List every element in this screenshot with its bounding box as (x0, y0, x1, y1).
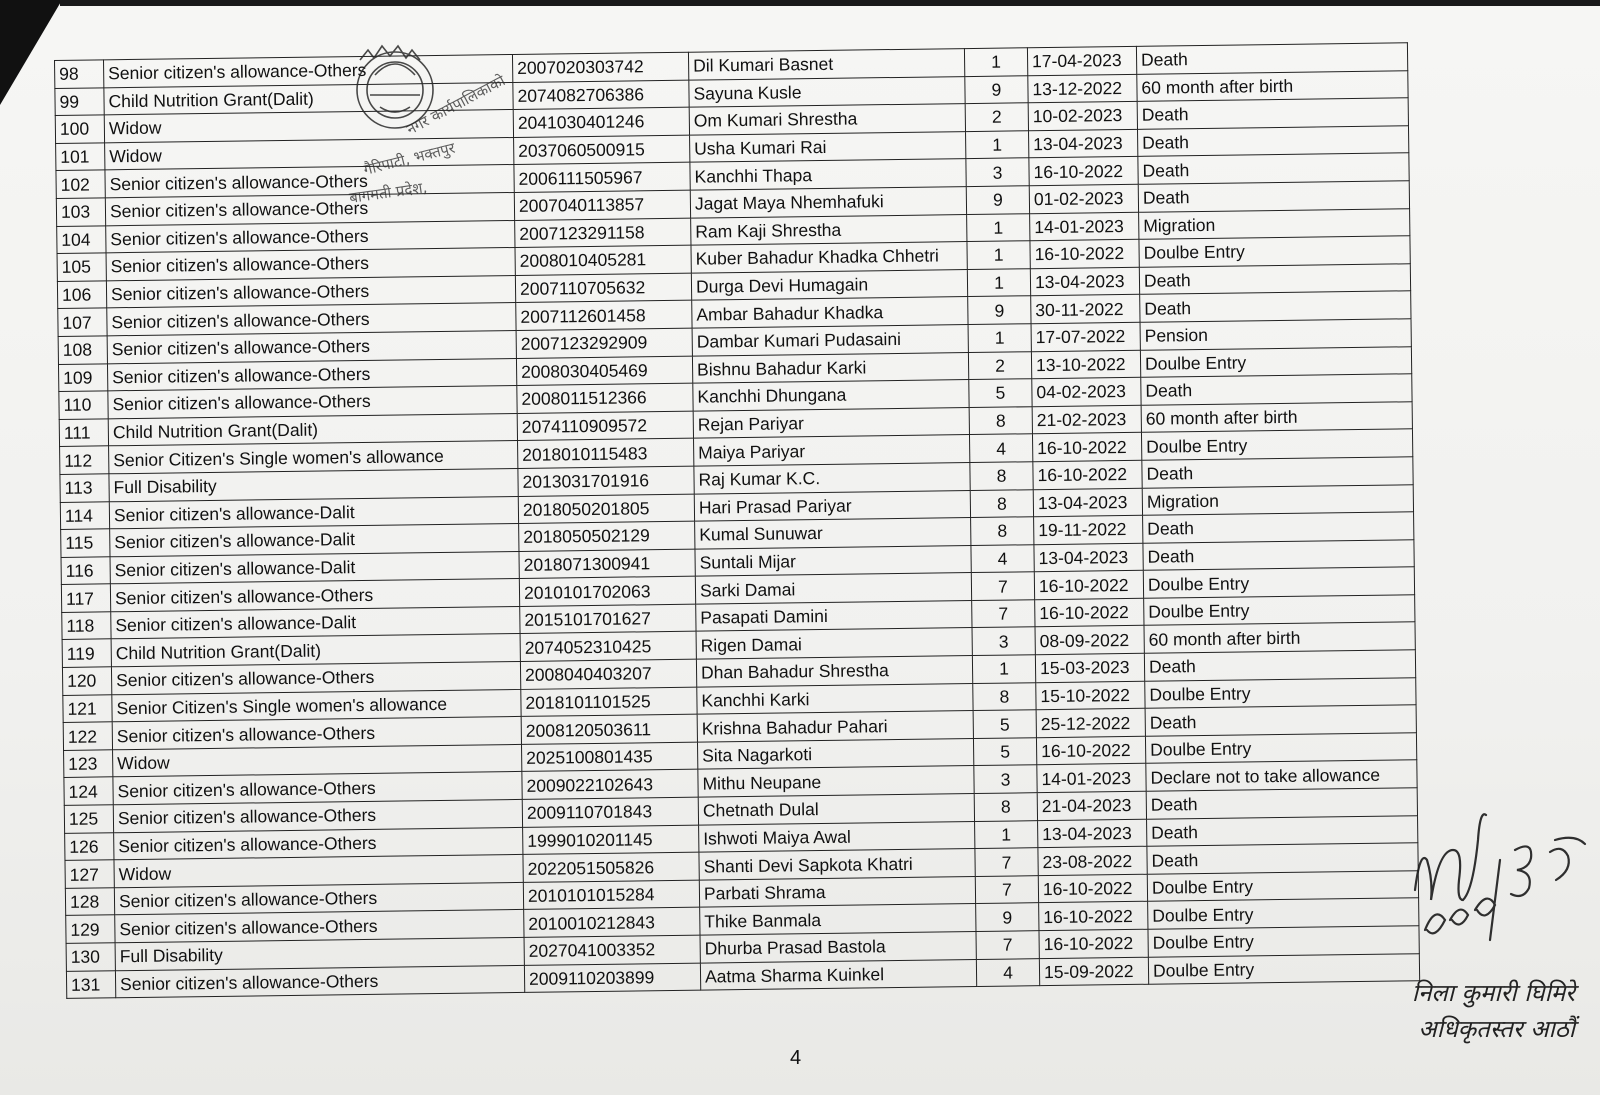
beneficiary-id-cell: 2018101101525 (521, 687, 697, 717)
program-cell: Senior citizen's allowance-Others (107, 303, 516, 336)
program-cell: Widow (104, 110, 513, 143)
date-cell: 16-10-2022 (1030, 239, 1139, 268)
beneficiary-name-cell: Raj Kumar K.C. (694, 462, 970, 493)
official-signature-block (1325, 975, 1575, 1047)
program-cell: Senior citizen's allowance-Dalit (109, 496, 518, 529)
beneficiary-name-cell: Rejan Pariyar (693, 407, 969, 438)
date-cell: 08-09-2022 (1035, 626, 1144, 655)
date-cell: 13-04-2023 (1034, 543, 1143, 572)
reason-cell: Pension (1140, 319, 1411, 350)
beneficiary-name-cell: Mithu Neupane (698, 766, 974, 797)
date-cell: 16-10-2022 (1039, 902, 1148, 931)
date-cell: 16-10-2022 (1039, 929, 1148, 958)
reason-cell: Death (1138, 181, 1409, 212)
row-number: 100 (55, 115, 104, 143)
beneficiary-name-cell: Pasapati Damini (696, 600, 972, 631)
beneficiary-id-cell: 2007020303742 (512, 52, 688, 82)
beneficiary-name-cell: Sita Nagarkoti (697, 738, 973, 769)
ward-cell: 7 (975, 875, 1038, 903)
program-cell: Senior citizen's allowance-Others (113, 772, 522, 805)
page-number: 4 (790, 1047, 802, 1069)
date-cell: 15-09-2022 (1039, 957, 1148, 986)
row-number: 117 (61, 584, 110, 612)
ward-cell: 1 (975, 820, 1038, 848)
date-cell: 13-04-2023 (1029, 129, 1138, 158)
ward-cell: 2 (968, 351, 1031, 379)
date-cell: 15-10-2022 (1036, 681, 1145, 710)
program-cell: Senior citizen's allowance-Others (105, 165, 514, 198)
row-number: 110 (59, 391, 108, 419)
program-cell: Senior citizen's allowance-Others (105, 192, 514, 225)
ward-cell: 4 (976, 958, 1039, 986)
row-number: 112 (60, 446, 109, 474)
beneficiary-id-cell: 2009022102643 (522, 770, 698, 800)
reason-cell: Death (1143, 539, 1414, 570)
date-cell: 16-10-2022 (1034, 571, 1143, 600)
date-cell: 23-08-2022 (1038, 846, 1147, 875)
row-number: 121 (63, 694, 112, 722)
reason-cell: Death (1138, 153, 1409, 184)
reason-cell: Death (1147, 843, 1418, 874)
ward-cell: 1 (972, 655, 1035, 683)
program-cell: Full Disability (109, 468, 518, 501)
beneficiary-id-cell: 2013031701916 (518, 466, 694, 496)
program-cell: Full Disability (115, 937, 524, 970)
row-number: 104 (57, 225, 106, 253)
program-cell: Senior citizen's allowance-Others (106, 275, 515, 308)
beneficiary-id-cell: 2009110203899 (524, 963, 700, 993)
beneficiary-id-cell: 2007123291158 (515, 218, 691, 248)
reason-cell: Doulbe Entry (1145, 677, 1416, 708)
date-cell: 13-04-2023 (1030, 267, 1139, 296)
beneficiary-name-cell: Durga Devi Humagain (691, 269, 967, 300)
row-number: 123 (64, 750, 113, 778)
ward-cell: 2 (965, 103, 1028, 131)
beneficiary-id-cell: 2007110705632 (515, 273, 691, 303)
beneficiary-id-cell: 2007040113857 (514, 190, 690, 220)
beneficiary-table-wrap (54, 42, 1420, 999)
row-number: 115 (61, 529, 110, 557)
row-number: 129 (66, 915, 115, 943)
beneficiary-name-cell: Om Kumari Shrestha (689, 104, 965, 135)
office-stamp-seal (290, 35, 509, 210)
row-number: 107 (58, 308, 107, 336)
row-number: 98 (55, 60, 104, 88)
beneficiary-id-cell: 2009110701843 (522, 797, 698, 827)
reason-cell: Doulbe Entry (1143, 567, 1414, 598)
official-title: अधिकृतस्तर आठौं (1418, 1015, 1575, 1043)
program-cell: Senior citizen's allowance-Others (104, 54, 513, 87)
reason-cell: Death (1144, 650, 1415, 681)
date-cell: 16-10-2022 (1032, 433, 1141, 462)
beneficiary-id-cell: 2006111505967 (514, 163, 690, 193)
ward-cell: 8 (969, 406, 1032, 434)
reason-cell: Declare not to take allowance (1146, 760, 1417, 791)
program-cell: Widow (114, 855, 523, 888)
date-cell: 13-12-2022 (1028, 74, 1137, 103)
program-cell: Senior citizen's allowance-Others (106, 220, 515, 253)
reason-cell: Death (1136, 43, 1407, 74)
reason-cell: Death (1146, 788, 1417, 819)
reason-cell: Doulbe Entry (1148, 926, 1419, 957)
beneficiary-id-cell: 2074082706386 (513, 80, 689, 110)
ward-cell: 5 (973, 710, 1036, 738)
row-number: 114 (60, 501, 109, 529)
program-cell: Senior citizen's allowance-Others (108, 386, 517, 419)
reason-cell: Doulbe Entry (1148, 953, 1419, 984)
beneficiary-id-cell: 2018050502129 (519, 521, 695, 551)
ward-cell: 5 (973, 738, 1036, 766)
ward-cell: 1 (966, 131, 1029, 159)
date-cell: 25-12-2022 (1036, 709, 1145, 738)
program-cell: Senior citizen's allowance-Others (115, 910, 524, 943)
beneficiary-id-cell: 2007123292909 (516, 328, 692, 358)
scan-corner-shadow (0, 0, 62, 105)
reason-cell: Doulbe Entry (1148, 898, 1419, 929)
row-number: 128 (65, 888, 114, 916)
official-name: निला कुमारी घिमिरे (1411, 979, 1575, 1007)
date-cell: 15-03-2023 (1035, 653, 1144, 682)
beneficiary-name-cell: Dil Kumari Basnet (688, 49, 964, 80)
beneficiary-name-cell: Sarki Damai (695, 573, 971, 604)
beneficiary-id-cell: 2074052310425 (520, 632, 696, 662)
beneficiary-id-cell: 2018010115483 (518, 438, 694, 468)
handwritten-signature (1405, 780, 1595, 950)
reason-cell: Doulbe Entry (1139, 236, 1410, 267)
ward-cell: 7 (971, 572, 1034, 600)
beneficiary-name-cell: Jagat Maya Nhemhafuki (690, 187, 966, 218)
svg-text:नगर कार्यपालिकाको: नगर कार्यपालिकाको (403, 71, 509, 139)
row-number: 119 (62, 639, 111, 667)
date-cell: 04-02-2023 (1032, 377, 1141, 406)
date-cell: 14-01-2023 (1037, 764, 1146, 793)
program-cell: Widow (113, 744, 522, 777)
beneficiary-id-cell: 2015101701627 (520, 604, 696, 634)
ward-cell: 8 (971, 517, 1034, 545)
reason-cell: Death (1145, 705, 1416, 736)
ward-cell: 8 (974, 793, 1037, 821)
beneficiary-id-cell: 2010101015284 (523, 880, 699, 910)
ward-cell: 3 (974, 765, 1037, 793)
row-number: 124 (64, 777, 113, 805)
date-cell: 19-11-2022 (1034, 515, 1143, 544)
date-cell: 17-04-2023 (1027, 46, 1136, 75)
ward-cell: 1 (967, 213, 1030, 241)
ward-cell: 1 (967, 268, 1030, 296)
beneficiary-name-cell: Aatma Sharma Kuinkel (700, 959, 976, 990)
reason-cell: Death (1147, 815, 1418, 846)
row-number: 113 (60, 474, 109, 502)
date-cell: 16-10-2022 (1035, 598, 1144, 627)
ward-cell: 7 (975, 848, 1038, 876)
beneficiary-name-cell: Shanti Devi Sapkota Khatri (699, 849, 975, 880)
beneficiary-id-cell: 2007112601458 (516, 301, 692, 331)
reason-cell: Doulbe Entry (1145, 733, 1416, 764)
ward-cell: 9 (965, 75, 1028, 103)
date-cell: 16-10-2022 (1029, 157, 1138, 186)
reason-cell: 60 month after birth (1141, 401, 1412, 432)
program-cell: Senior citizen's allowance-Dalit (110, 551, 519, 584)
beneficiary-name-cell: Parbati Shrama (699, 876, 975, 907)
row-number: 127 (65, 860, 114, 888)
beneficiary-name-cell: Maiya Pariyar (694, 435, 970, 466)
reason-cell: Death (1140, 291, 1411, 322)
date-cell: 16-10-2022 (1038, 874, 1147, 903)
date-cell: 16-10-2022 (1036, 736, 1145, 765)
program-cell: Child Nutrition Grant(Dalit) (111, 634, 520, 667)
row-number: 122 (63, 722, 112, 750)
reason-cell: 60 month after birth (1144, 622, 1415, 653)
program-cell: Senior Citizen's Single women's allowance (109, 441, 518, 474)
beneficiary-id-cell: 2041030401246 (513, 107, 689, 137)
beneficiary-id-cell: 1999010201145 (523, 825, 699, 855)
date-cell: 14-01-2023 (1030, 212, 1139, 241)
date-cell: 10-02-2023 (1028, 102, 1137, 131)
program-cell: Senior citizen's allowance-Others (114, 882, 523, 915)
ward-cell: 7 (976, 931, 1039, 959)
row-number: 103 (56, 198, 105, 226)
row-number: 125 (64, 805, 113, 833)
reason-cell: Death (1137, 98, 1408, 129)
date-cell: 16-10-2022 (1033, 460, 1142, 489)
beneficiary-name-cell: Ishwoti Maiya Awal (699, 821, 975, 852)
beneficiary-name-cell: Kanchhi Karki (697, 683, 973, 714)
row-number: 102 (56, 170, 105, 198)
ward-cell: 8 (970, 489, 1033, 517)
program-cell: Senior Citizen's Single women's allowance (112, 689, 521, 722)
svg-text:गैरिपाटी, भक्तपुर: गैरिपाटी, भक्तपुर (361, 138, 457, 179)
row-number: 105 (57, 253, 106, 281)
beneficiary-name-cell: Dambar Kumari Pudasaini (692, 324, 968, 355)
reason-cell: Death (1141, 374, 1412, 405)
beneficiary-id-cell: 2074110909572 (517, 411, 693, 441)
program-cell: Senior citizen's allowance-Others (112, 717, 521, 750)
date-cell: 13-04-2023 (1038, 819, 1147, 848)
beneficiary-id-cell: 2018050201805 (518, 494, 694, 524)
program-cell: Senior citizen's allowance-Others (110, 579, 519, 612)
beneficiary-name-cell: Kanchhi Dhungana (693, 380, 969, 411)
reason-cell: Doulbe Entry (1144, 595, 1415, 626)
row-number: 130 (66, 943, 115, 971)
beneficiary-name-cell: Kumal Sunuwar (695, 518, 971, 549)
ward-cell: 9 (968, 296, 1031, 324)
program-cell: Widow (105, 137, 514, 170)
svg-text:बागमती प्रदेश,: बागमती प्रदेश, (348, 178, 429, 207)
ward-cell: 1 (967, 241, 1030, 269)
program-cell: Senior citizen's allowance-Dalit (111, 606, 520, 639)
ward-cell: 9 (976, 903, 1039, 931)
ward-cell: 4 (971, 544, 1034, 572)
date-cell: 01-02-2023 (1029, 184, 1138, 213)
row-number: 126 (65, 832, 114, 860)
program-cell: Senior citizen's allowance-Dalit (110, 524, 519, 557)
reason-cell: 60 month after birth (1137, 70, 1408, 101)
date-cell: 13-04-2023 (1033, 488, 1142, 517)
beneficiary-name-cell: Ambar Bahadur Khadka (692, 297, 968, 328)
beneficiary-name-cell: Usha Kumari Rai (690, 131, 966, 162)
beneficiary-name-cell: Sayuna Kusle (689, 76, 965, 107)
row-number: 106 (57, 281, 106, 309)
program-cell: Senior citizen's allowance-Others (114, 827, 523, 860)
beneficiary-id-cell: 2008040403207 (520, 659, 696, 689)
beneficiary-name-cell: Thike Banmala (700, 904, 976, 935)
program-cell: Senior citizen's allowance-Others (113, 799, 522, 832)
beneficiary-name-cell: Chetnath Dulal (698, 794, 974, 825)
date-cell: 21-02-2023 (1032, 405, 1141, 434)
beneficiary-id-cell: 2022051505826 (523, 852, 699, 882)
date-cell: 17-07-2022 (1031, 322, 1140, 351)
beneficiary-id-cell: 2010010212843 (524, 908, 700, 938)
program-cell: Senior citizen's allowance-Others (107, 358, 516, 391)
beneficiary-id-cell: 2018071300941 (519, 549, 695, 579)
ward-cell: 1 (964, 48, 1027, 76)
program-cell: Senior citizen's allowance-Others (107, 330, 516, 363)
reason-cell: Doulbe Entry (1141, 429, 1412, 460)
ward-cell: 9 (966, 186, 1029, 214)
reason-cell: Death (1137, 126, 1408, 157)
ward-cell: 4 (969, 434, 1032, 462)
ward-cell: 5 (969, 379, 1032, 407)
ward-cell: 8 (973, 682, 1036, 710)
reason-cell: Doulbe Entry (1147, 871, 1418, 902)
beneficiary-table-body (55, 43, 1420, 999)
reason-cell: Doulbe Entry (1140, 346, 1411, 377)
scan-top-edge (60, 0, 1600, 6)
beneficiary-name-cell: Kuber Bahadur Khadka Chhetri (691, 242, 967, 273)
program-cell: Senior citizen's allowance-Others (115, 965, 524, 998)
beneficiary-name-cell: Rigen Damai (696, 628, 972, 659)
beneficiary-name-cell: Dhan Bahadur Shrestha (696, 656, 972, 687)
date-cell: 13-10-2022 (1031, 350, 1140, 379)
program-cell: Senior citizen's allowance-Others (111, 662, 520, 695)
program-cell: Child Nutrition Grant(Dalit) (104, 82, 513, 115)
beneficiary-id-cell: 2025100801435 (521, 742, 697, 772)
program-cell: Child Nutrition Grant(Dalit) (108, 413, 517, 446)
beneficiary-id-cell: 2008010405281 (515, 245, 691, 275)
row-number: 131 (66, 970, 115, 998)
beneficiary-name-cell: Hari Prasad Pariyar (694, 490, 970, 521)
date-cell: 30-11-2022 (1031, 295, 1140, 324)
row-number: 120 (62, 667, 111, 695)
row-number: 108 (58, 336, 107, 364)
beneficiary-name-cell: Bishnu Bahadur Karki (692, 352, 968, 383)
program-cell: Senior citizen's allowance-Others (106, 248, 515, 281)
ward-cell: 8 (970, 462, 1033, 490)
ward-cell: 3 (972, 627, 1035, 655)
reason-cell: Migration (1139, 208, 1410, 239)
reason-cell: Migration (1142, 484, 1413, 515)
beneficiary-id-cell: 2010101702063 (519, 576, 695, 606)
beneficiary-id-cell: 2008120503611 (521, 714, 697, 744)
beneficiary-name-cell: Kanchhi Thapa (690, 159, 966, 190)
reason-cell: Death (1143, 512, 1414, 543)
beneficiary-id-cell: 2037060500915 (514, 135, 690, 165)
beneficiary-id-cell: 2027041003352 (524, 935, 700, 965)
beneficiary-id-cell: 2008030405469 (516, 356, 692, 386)
row-number: 101 (56, 143, 105, 171)
reason-cell: Death (1139, 264, 1410, 295)
beneficiary-name-cell: Ram Kaji Shrestha (691, 214, 967, 245)
beneficiary-name-cell: Dhurba Prasad Bastola (700, 932, 976, 963)
row-number: 116 (61, 556, 110, 584)
ward-cell: 1 (968, 324, 1031, 352)
beneficiary-id-cell: 2008011512366 (517, 383, 693, 413)
date-cell: 21-04-2023 (1037, 791, 1146, 820)
row-number: 109 (58, 363, 107, 391)
row-number: 118 (62, 612, 111, 640)
reason-cell: Death (1142, 457, 1413, 488)
ward-cell: 7 (972, 600, 1035, 628)
row-number: 111 (59, 419, 108, 447)
beneficiary-table (54, 42, 1420, 999)
ward-cell: 3 (966, 158, 1029, 186)
row-number: 99 (55, 87, 104, 115)
beneficiary-name-cell: Suntali Mijar (695, 545, 971, 576)
beneficiary-name-cell: Krishna Bahadur Pahari (697, 711, 973, 742)
